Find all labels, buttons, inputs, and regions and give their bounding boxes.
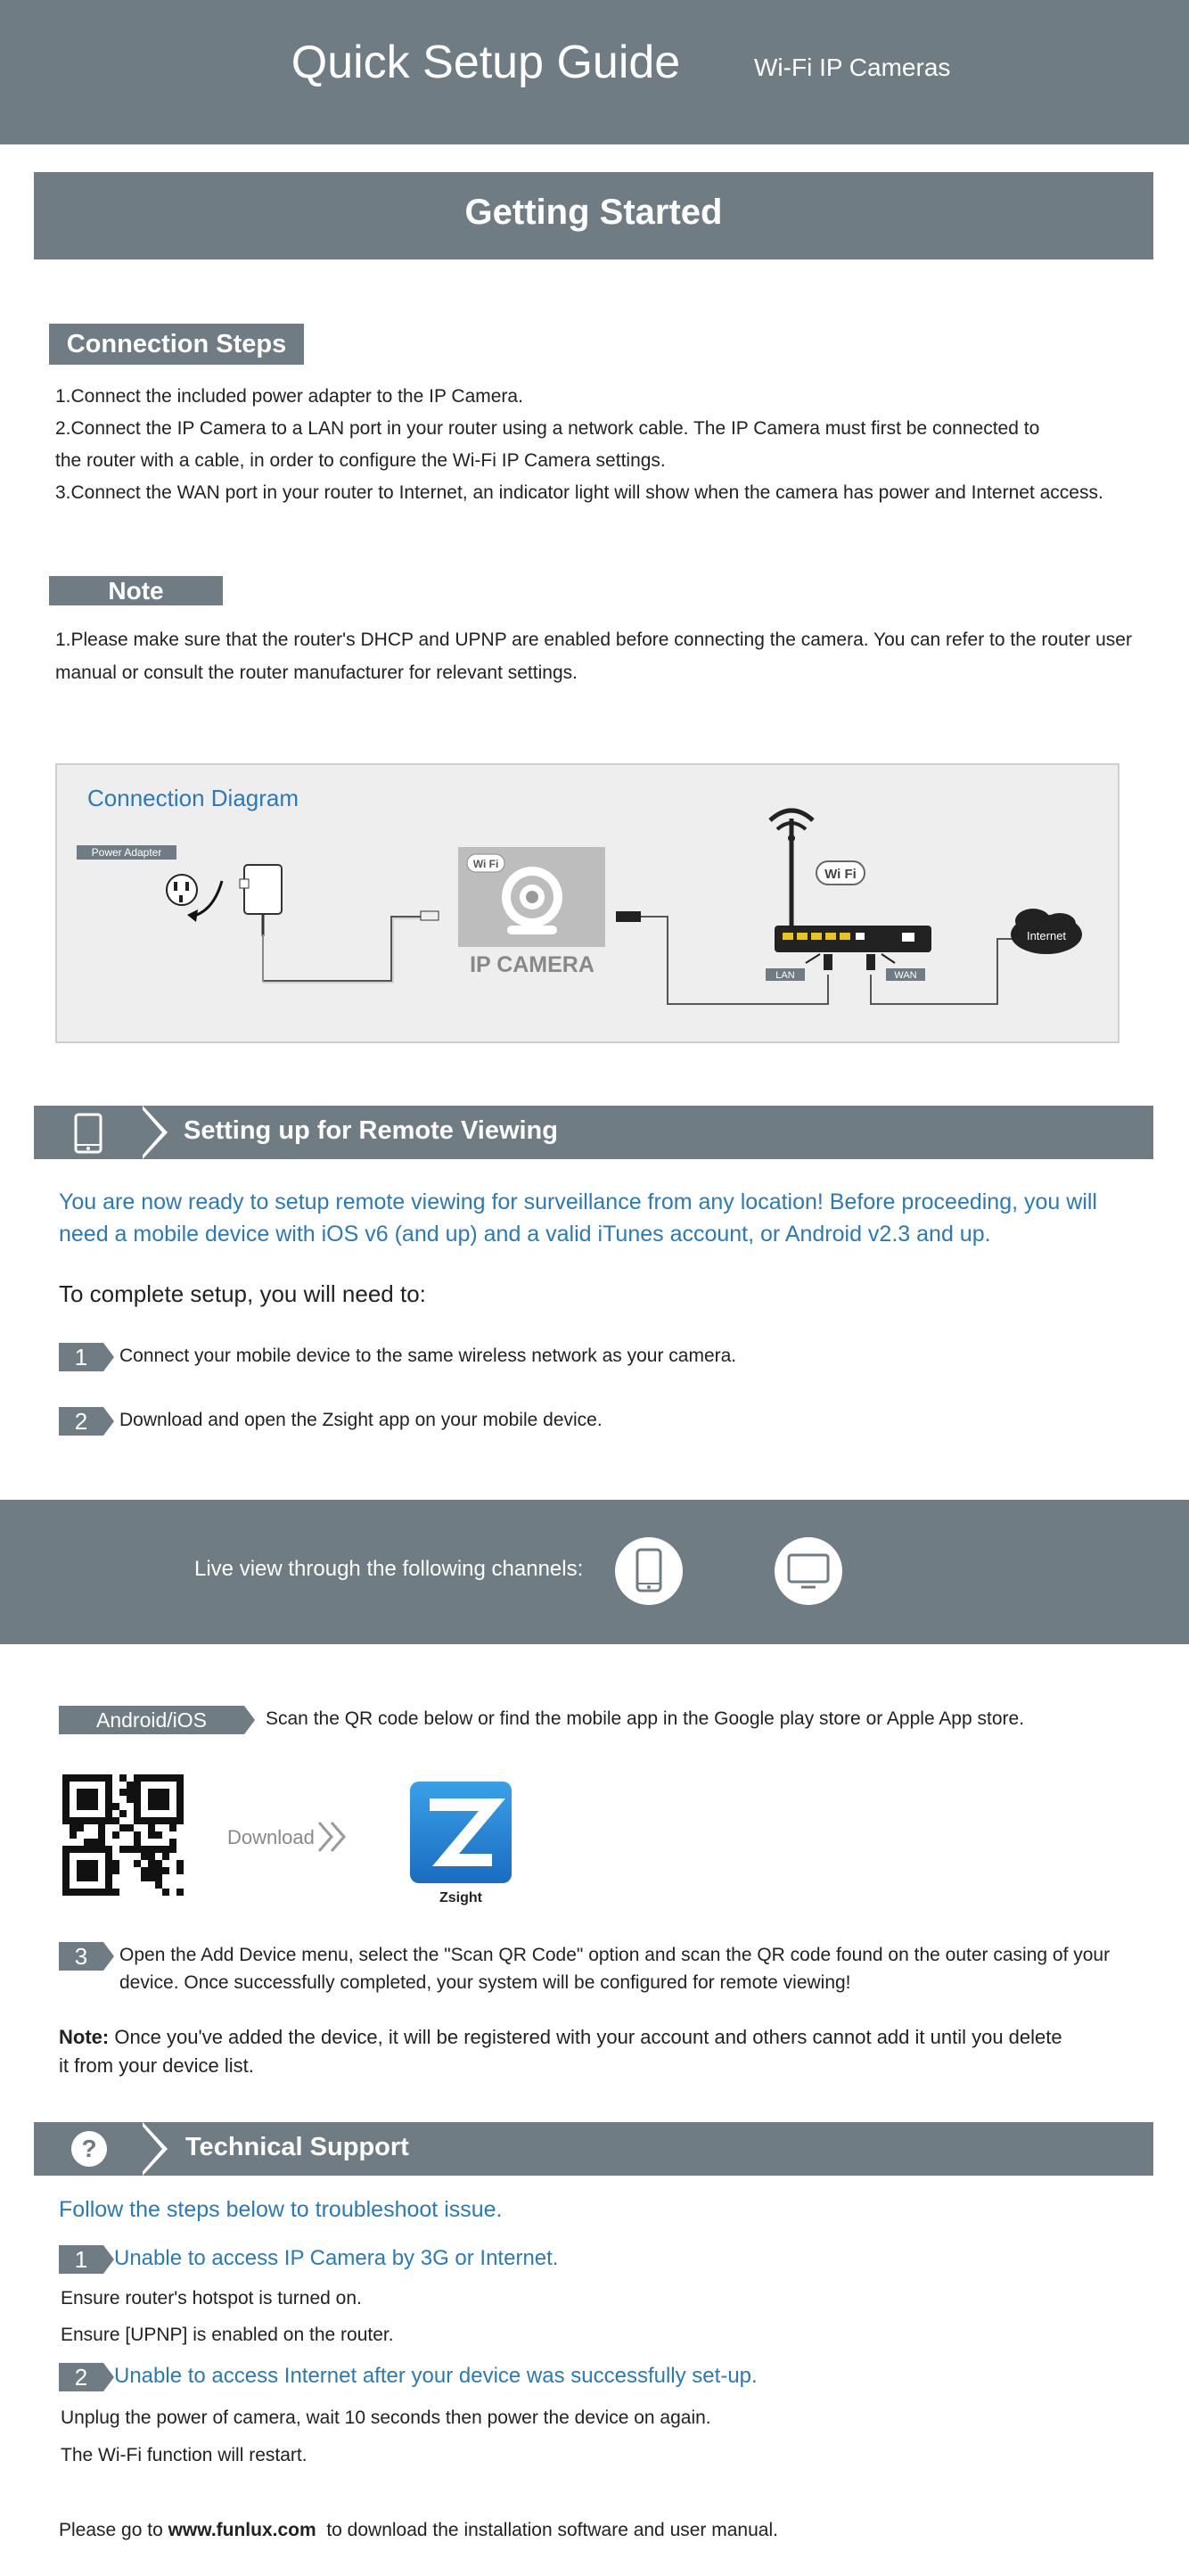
ip-camera-label: IP CAMERA	[470, 952, 594, 977]
remote-intro-line: You are now ready to setup remote viewing for surveillance from any location! Before proceeding, you will	[59, 1189, 1097, 1214]
technical-support-banner	[34, 2122, 1153, 2176]
technical-support-title: Technical Support	[185, 2133, 409, 2161]
ip-camera-icon	[458, 847, 605, 947]
connection-step-line: 1.Connect the included power adapter to the IP Camera.	[55, 386, 523, 407]
power-adapter-label-box	[77, 845, 176, 860]
note-line: it from your device list.	[59, 2054, 254, 2077]
connection-step-line: the router with a cable, in order to configure the Wi-Fi IP Camera settings.	[55, 450, 666, 471]
live-view-banner	[0, 1500, 1189, 1644]
step-number: 1	[59, 1343, 103, 1371]
registration-note	[59, 2026, 1062, 2049]
svg-text:?: ?	[81, 2135, 97, 2162]
router-icon	[770, 811, 931, 952]
zsight-app-icon[interactable]	[410, 1782, 512, 1883]
step-arrow	[103, 1407, 114, 1436]
note-line: manual or consult the router manufacturer for relevant settings.	[55, 663, 578, 683]
camera-wifi-badge: Wi Fi	[472, 858, 499, 870]
connection-diagram	[55, 763, 1119, 1043]
website-link[interactable]: www.funlux.com	[168, 2520, 316, 2540]
note-line: 1.Please make sure that the router's DHCP and UPNP are enabled before connecting the camera. You can refer to the router user	[55, 630, 1132, 650]
issue-line: The Wi-Fi function will restart.	[61, 2445, 308, 2465]
page-subtitle: Wi-Fi IP Cameras	[754, 53, 951, 81]
step-text: Download and open the Zsight app on your mobile device.	[119, 1410, 603, 1430]
footer-text	[59, 2520, 778, 2541]
phone-icon	[73, 1113, 103, 1154]
issue-arrow	[103, 2245, 114, 2274]
android-ios-label: Android/iOS	[59, 1706, 244, 1734]
step-arrow	[103, 1343, 114, 1371]
step-number: 2	[59, 1407, 103, 1436]
double-chevron-icon	[316, 1819, 353, 1855]
issue-line: Unplug the power of camera, wait 10 seconds then power the device on again.	[61, 2407, 711, 2428]
remote-viewing-title: Setting up for Remote Viewing	[184, 1116, 558, 1145]
android-ios-arrow	[244, 1706, 255, 1734]
internet-label: Internet	[1026, 929, 1067, 942]
lan-label: LAN	[775, 970, 795, 981]
mobile-channel-icon	[615, 1537, 683, 1605]
page-title: Quick Setup Guide	[291, 37, 681, 88]
step-arrow	[103, 1942, 114, 1971]
wall-plug-icon	[167, 875, 222, 922]
issue-line: Ensure [UPNP] is enabled on the router.	[61, 2325, 394, 2345]
support-intro: Follow the steps below to troubleshoot issue.	[59, 2197, 503, 2222]
connection-steps-label: Connection Steps	[49, 324, 304, 365]
step3-line: Open the Add Device menu, select the "Scan QR Code" option and scan the QR code found on the outer casing of your	[119, 1945, 1111, 1965]
issue-arrow	[103, 2363, 114, 2391]
issue-number: 2	[59, 2363, 103, 2391]
issue-title: Unable to access IP Camera by 3G or Internet.	[114, 2246, 559, 2270]
note-line: Once you've added the device, it will be registered with your account and others cannot add it until you delete	[109, 2026, 1062, 2048]
power-adapter-icon	[240, 865, 282, 936]
note-bold: Note:	[59, 2026, 110, 2048]
step-text: Connect your mobile device to the same wireless network as your camera.	[119, 1346, 737, 1366]
remote-viewing-banner	[34, 1106, 1153, 1159]
step-number: 3	[59, 1942, 103, 1971]
desktop-channel-icon	[775, 1537, 842, 1605]
getting-started-title: Getting Started	[464, 193, 723, 232]
issue-number: 1	[59, 2245, 103, 2274]
android-ios-instructions: Scan the QR code below or find the mobile app in the Google play store or Apple App store.	[266, 1708, 1025, 1729]
footer-prefix: Please go to	[59, 2520, 168, 2540]
download-label: Download	[227, 1826, 315, 1848]
note-label: Note	[49, 576, 223, 605]
footer-suffix: to download the installation software and user manual.	[316, 2520, 778, 2540]
zsight-app-name: Zsight	[439, 1890, 482, 1905]
diagram-title: Connection Diagram	[87, 785, 299, 811]
qr-code[interactable]	[62, 1774, 184, 1896]
setup-requirements-heading: To complete setup, you will need to:	[59, 1280, 426, 1307]
issue-title: Unable to access Internet after your device was successfully set-up.	[114, 2364, 758, 2388]
remote-intro-line: need a mobile device with iOS v6 (and up) and a valid iTunes account, or Android v2.3 and up.	[59, 1222, 991, 1247]
power-adapter-label: Power Adapter	[91, 846, 162, 859]
question-icon	[70, 2129, 109, 2169]
router-wifi-badge: Wi Fi	[824, 867, 857, 882]
connection-step-line: 3.Connect the WAN port in your router to Internet, an indicator light will show when the camera has power and Internet access.	[55, 482, 1103, 503]
wan-label: WAN	[894, 970, 917, 981]
connection-step-line: 2.Connect the IP Camera to a LAN port in your router using a network cable. The IP Camera must first be connected to	[55, 418, 1040, 439]
step3-line: device. Once successfully completed, your system will be configured for remote viewing!	[119, 1972, 851, 1993]
issue-line: Ensure router's hotspot is turned on.	[61, 2288, 362, 2309]
live-view-text: Live view through the following channels:	[194, 1557, 584, 1581]
